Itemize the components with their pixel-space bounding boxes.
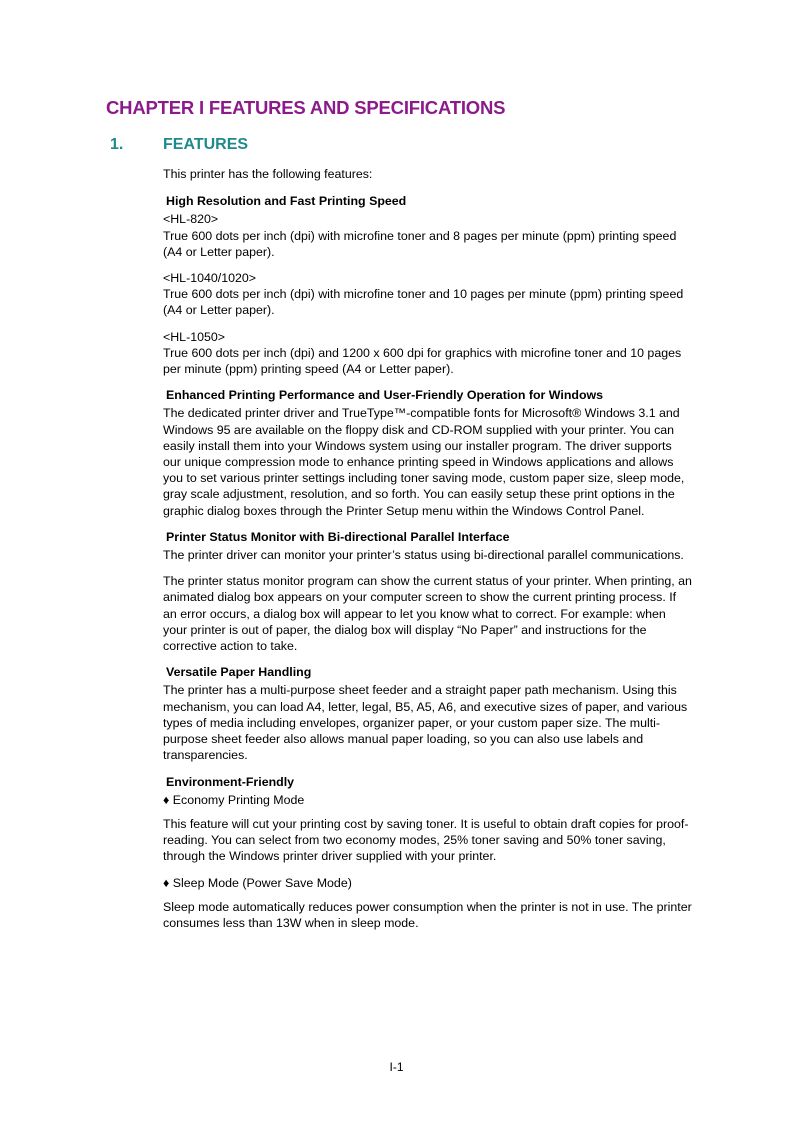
sleep-mode-text: Sleep mode automatically reduces power consumption when the printer is not in use. The printer consumes less than 13W when in sleep mode.: [163, 899, 692, 930]
status-monitor-text-1: The printer driver can monitor your printer’s status using bi-directional parallel communications.: [163, 548, 684, 563]
model-label: <HL-1050>: [163, 329, 226, 344]
heading-enhanced-performance: Enhanced Printing Performance and User-Friendly Operation for Windows: [166, 388, 604, 403]
heading-paper-handling: Versatile Paper Handling: [166, 665, 312, 680]
bullet-economy-mode: ♦ Economy Printing Mode: [163, 792, 305, 807]
section-number: 1.: [110, 136, 124, 153]
page-number: I-1: [389, 1060, 404, 1074]
heading-high-resolution: High Resolution and Fast Printing Speed: [166, 194, 407, 209]
paper-handling-text: The printer has a multi-purpose sheet feeder and a straight paper path mechanism. Using this mechanism, you can load A4, letter, legal, B5, A5, A6, and executive sizes of paper, and various types of media including envelopes, organizer paper, or your custom paper size. The multi-purpose sheet feeder also allows manual paper loading, so you can also use labels and transparencies.: [163, 683, 688, 763]
chapter-title: CHAPTER I FEATURES AND SPECIFICATIONS: [106, 97, 506, 118]
status-monitor-text-2: The printer status monitor program can show the current status of your printer. When printing, an animated dialog box appears on your computer screen to show the current printing process. If an error occurs, a dialog box will appear to let you know what to correct. For example: when your printer is out of paper, the dialog box will display “No Paper” and instructions for the corrective action to take.: [163, 574, 692, 654]
enhanced-performance-text: The dedicated printer driver and TrueType™-compatible fonts for Microsoft® Windows 3.1 and Windows 95 are available on the floppy disk and CD-ROM supplied with your printer. You can easily install them into your Windows system using our installer program. The driver supports our unique compression mode to enhance printing speed in Windows applications and allows you to set various printer settings including toner saving mode, custom paper size, sleep mode, gray scale adjustment, resolution, and so forth. You can easily setup these print options in the graphic dialog boxes through the Printer Setup menu within the Windows Control Panel.: [163, 406, 685, 518]
section-title: FEATURES: [163, 136, 249, 153]
model-description: True 600 dots per inch (dpi) with microfine toner and 10 pages per minute (ppm) printing speed (A4 or Letter paper).: [163, 287, 684, 318]
heading-environment-friendly: Environment-Friendly: [166, 774, 295, 789]
model-label: <HL-820>: [163, 212, 219, 227]
economy-mode-text: This feature will cut your printing cost by saving toner. It is useful to obtain draft copies for proof-reading. You can select from two economy modes, 25% toner saving and 50% toner saving, through the Windows printer driver supplied with your printer.: [163, 816, 689, 864]
body-content: [163, 166, 693, 941]
model-description: True 600 dots per inch (dpi) and 1200 x 600 dpi for graphics with microfine toner and 10 pages per minute (ppm) printing speed (A4 or Letter paper).: [163, 345, 682, 377]
intro-text: This printer has the following features:: [163, 167, 373, 181]
model-description: True 600 dots per inch (dpi) with microfine toner and 8 pages per minute (ppm) printing speed (A4 or Letter paper).: [163, 228, 677, 259]
heading-status-monitor: Printer Status Monitor with Bi-directional Parallel Interface: [166, 529, 510, 544]
model-label: <HL-1040/1020>: [163, 271, 257, 286]
bullet-sleep-mode: ♦ Sleep Mode (Power Save Mode): [163, 875, 352, 890]
